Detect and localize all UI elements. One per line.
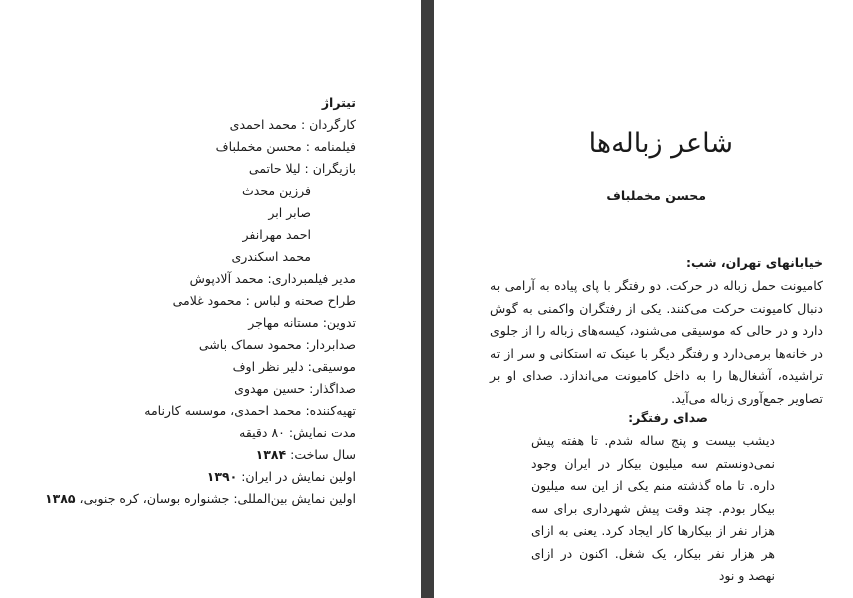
credit-producer: تهیه‌کننده: محمد احمدی، موسسه کارنامه bbox=[144, 403, 356, 418]
credit-director: کارگردان : محمد احمدی bbox=[229, 117, 356, 132]
book-spine bbox=[421, 0, 434, 598]
speaker-label: صدای رفتگر: bbox=[628, 410, 708, 425]
credit-intl-premiere-value: ۱۳۸۵ bbox=[45, 491, 76, 506]
story-page bbox=[434, 0, 853, 598]
credit-cast-member: احمد مهرانفر bbox=[242, 227, 311, 242]
credit-cast-member: صابر ابر bbox=[268, 205, 311, 220]
scene-description: کامیونت حمل زباله در حرکت. دو رفتگر با پای پیاده به آرامی به دنبال کامیونت حرکت می‌کنند. یکی از رفتگران واکمنی به گوش دارد و در حالی که موسیقی می‌شنود، کیسه‌های زباله را از جلوی در خانه‌ها برمی‌دارد و رفتگر دیگر با عینک ته استکانی و سر از ته تراشیده، آشغال‌ها را به داخل کامیونت می‌اندازد. صدای او بر تصاویر جمع‌آوری زباله می‌آید. bbox=[490, 278, 823, 406]
credit-year-label: سال ساخت: bbox=[290, 447, 356, 462]
scene-heading: خیابانهای تهران، شب: bbox=[686, 255, 823, 270]
credit-cast-member: فرزین محدث bbox=[242, 183, 311, 198]
credit-intl-premiere-label: اولین نمایش بین‌المللی: جشنواره بوسان، کره جنوبی، bbox=[79, 491, 356, 506]
author-name: محسن مخملباف bbox=[606, 188, 706, 203]
dialogue-text: دیشب بیست و پنج ساله شدم. تا هفته پیش نمی‌دونستم سه میلیون بیکار در ایران وجود داره. تا ماه گذشته منم یکی از این سه میلیون بیکار بودم. چند وقت پیش شهرداری برای سه هزار نفر از بیکارها کار ایجاد کرد. یعنی به ازای هر هزار نفر بیکار، یک شغل. اکنون در ازای نهصد و نود bbox=[531, 433, 775, 583]
credit-runtime: مدت نمایش: ۸۰ دقیقه bbox=[239, 425, 356, 440]
credit-design: طراح صحنه و لباس : محمود غلامی bbox=[172, 293, 356, 308]
credit-sound-recording: صدابردار: محمود سماک باشی bbox=[198, 337, 356, 352]
credit-sound-design: صداگذار: حسین مهدوی bbox=[234, 381, 356, 396]
credits-title: تیتراژ bbox=[321, 95, 356, 110]
credit-cast-member: محمد اسکندری bbox=[231, 249, 311, 264]
credit-music: موسیقی: دلیر نظر اوف bbox=[232, 359, 356, 374]
credits-page bbox=[0, 0, 421, 598]
credit-editing: تدوین: مستانه مهاجر bbox=[248, 315, 356, 330]
credit-screenplay: فیلمنامه : محسن مخملباف bbox=[215, 139, 356, 154]
credits-block bbox=[36, 92, 356, 510]
credit-cast: بازیگران : لیلا حاتمی bbox=[248, 161, 356, 176]
credit-iran-premiere-value: ۱۳۹۰ bbox=[206, 469, 238, 484]
credit-cinematography: مدیر فیلمبرداری: محمد آلادپوش bbox=[189, 271, 356, 286]
credit-year-value: ۱۳۸۴ bbox=[255, 447, 287, 462]
credit-year bbox=[36, 444, 356, 466]
credit-iran-premiere-label: اولین نمایش در ایران: bbox=[241, 469, 356, 484]
credit-intl-premiere bbox=[36, 488, 356, 510]
book-title: شاعر زباله‌ها bbox=[588, 128, 733, 159]
credit-iran-premiere bbox=[36, 466, 356, 488]
